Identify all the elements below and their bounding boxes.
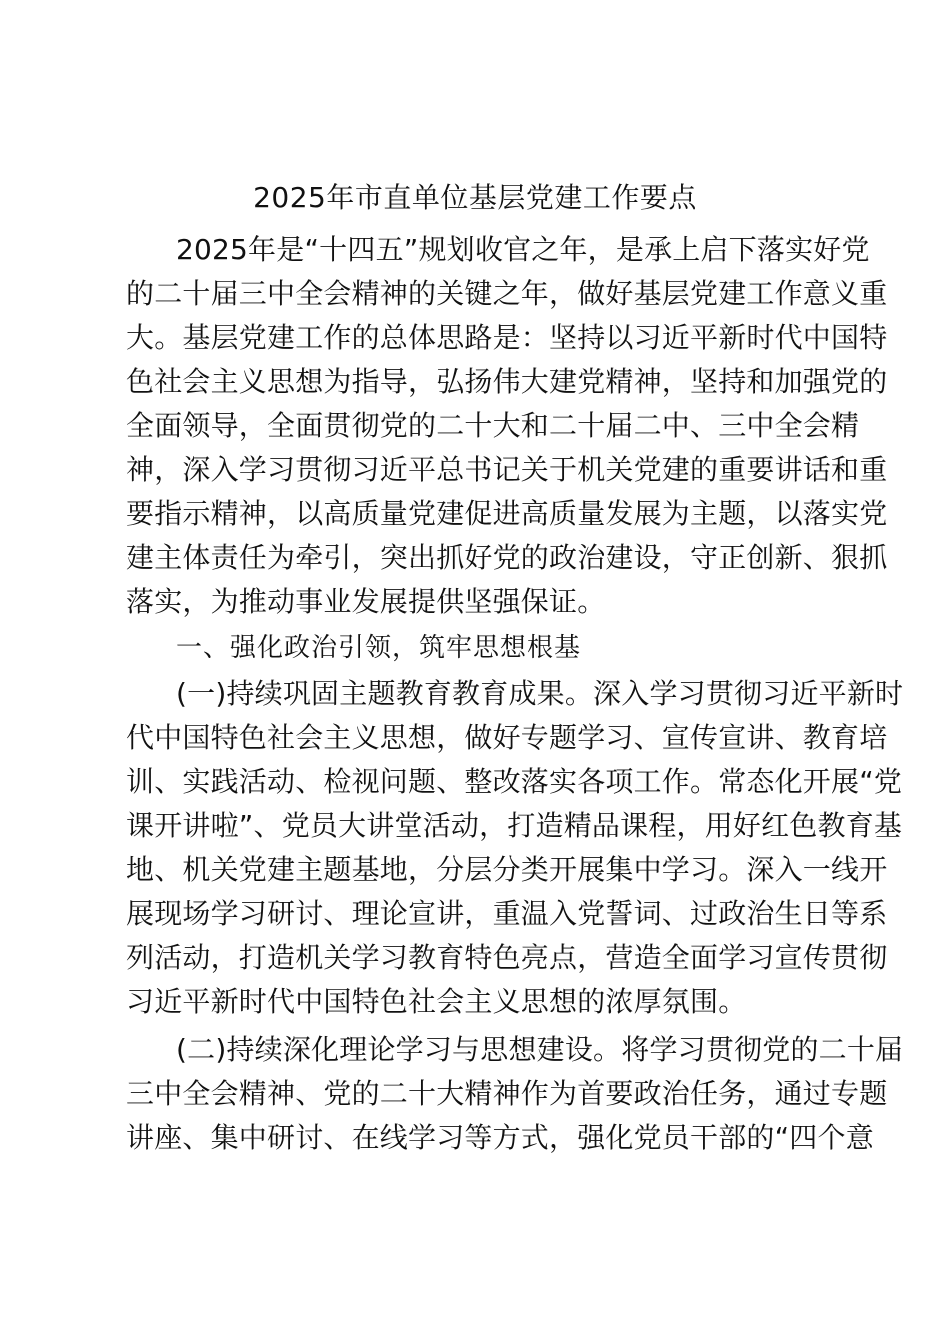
paragraph-line: 讲座、集中研讨、在线学习等方式，强化党员干部的“四个意 [126, 1121, 874, 1154]
intro-line: 全面领导，全面贯彻党的二十大和二十届二中、三中全会精 [126, 409, 860, 442]
intro-line: 色社会主义思想为指导，弘扬伟大建党精神，坚持和加强党的 [126, 365, 888, 398]
paragraph-line: (一)持续巩固主题教育教育成果。深入学习贯彻习近平新时 [176, 677, 904, 710]
paragraph-line: 训、实践活动、检视问题、整改落实各项工作。常态化开展“党 [126, 765, 903, 798]
intro-line: 要指示精神，以高质量党建促进高质量发展为主题，以落实党 [126, 497, 888, 530]
intro-line: 落实，为推动事业发展提供坚强保证。 [126, 585, 606, 618]
paragraph-line: (二)持续深化理论学习与思想建设。将学习贯彻党的二十届 [176, 1033, 904, 1066]
paragraph-line: 代中国特色社会主义思想，做好专题学习、宣传宣讲、教育培 [126, 721, 888, 754]
paragraph-line: 习近平新时代中国特色社会主义思想的浓厚氛围。 [126, 985, 747, 1018]
intro-line: 建主体责任为牵引，突出抓好党的政治建设，守正创新、狠抓 [126, 541, 888, 574]
section-heading: 一、强化政治引领，筑牢思想根基 [176, 633, 582, 663]
paragraph-line: 课开讲啦”、党员大讲堂活动，打造精品课程，用好红色教育基 [126, 809, 903, 842]
paragraph-line: 三中全会精神、党的二十大精神作为首要政治任务，通过专题 [126, 1077, 888, 1110]
intro-line: 大。基层党建工作的总体思路是：坚持以习近平新时代中国特 [126, 321, 888, 354]
intro-line: 的二十届三中全会精神的关键之年，做好基层党建工作意义重 [126, 277, 888, 310]
intro-line: 神，深入学习贯彻习近平总书记关于机关党建的重要讲话和重 [126, 453, 888, 486]
paragraph-line: 地、机关党建主题基地，分层分类开展集中学习。深入一线开 [126, 853, 888, 886]
intro-line: 2025年是“十四五”规划收官之年，是承上启下落实好党 [176, 233, 870, 266]
document-title: 2025年市直单位基层党建工作要点 [253, 181, 697, 214]
paragraph-line: 展现场学习研讨、理论宣讲，重温入党誓词、过政治生日等系 [126, 897, 888, 930]
paragraph-line: 列活动，打造机关学习教育特色亮点，营造全面学习宣传贯彻 [126, 941, 888, 974]
